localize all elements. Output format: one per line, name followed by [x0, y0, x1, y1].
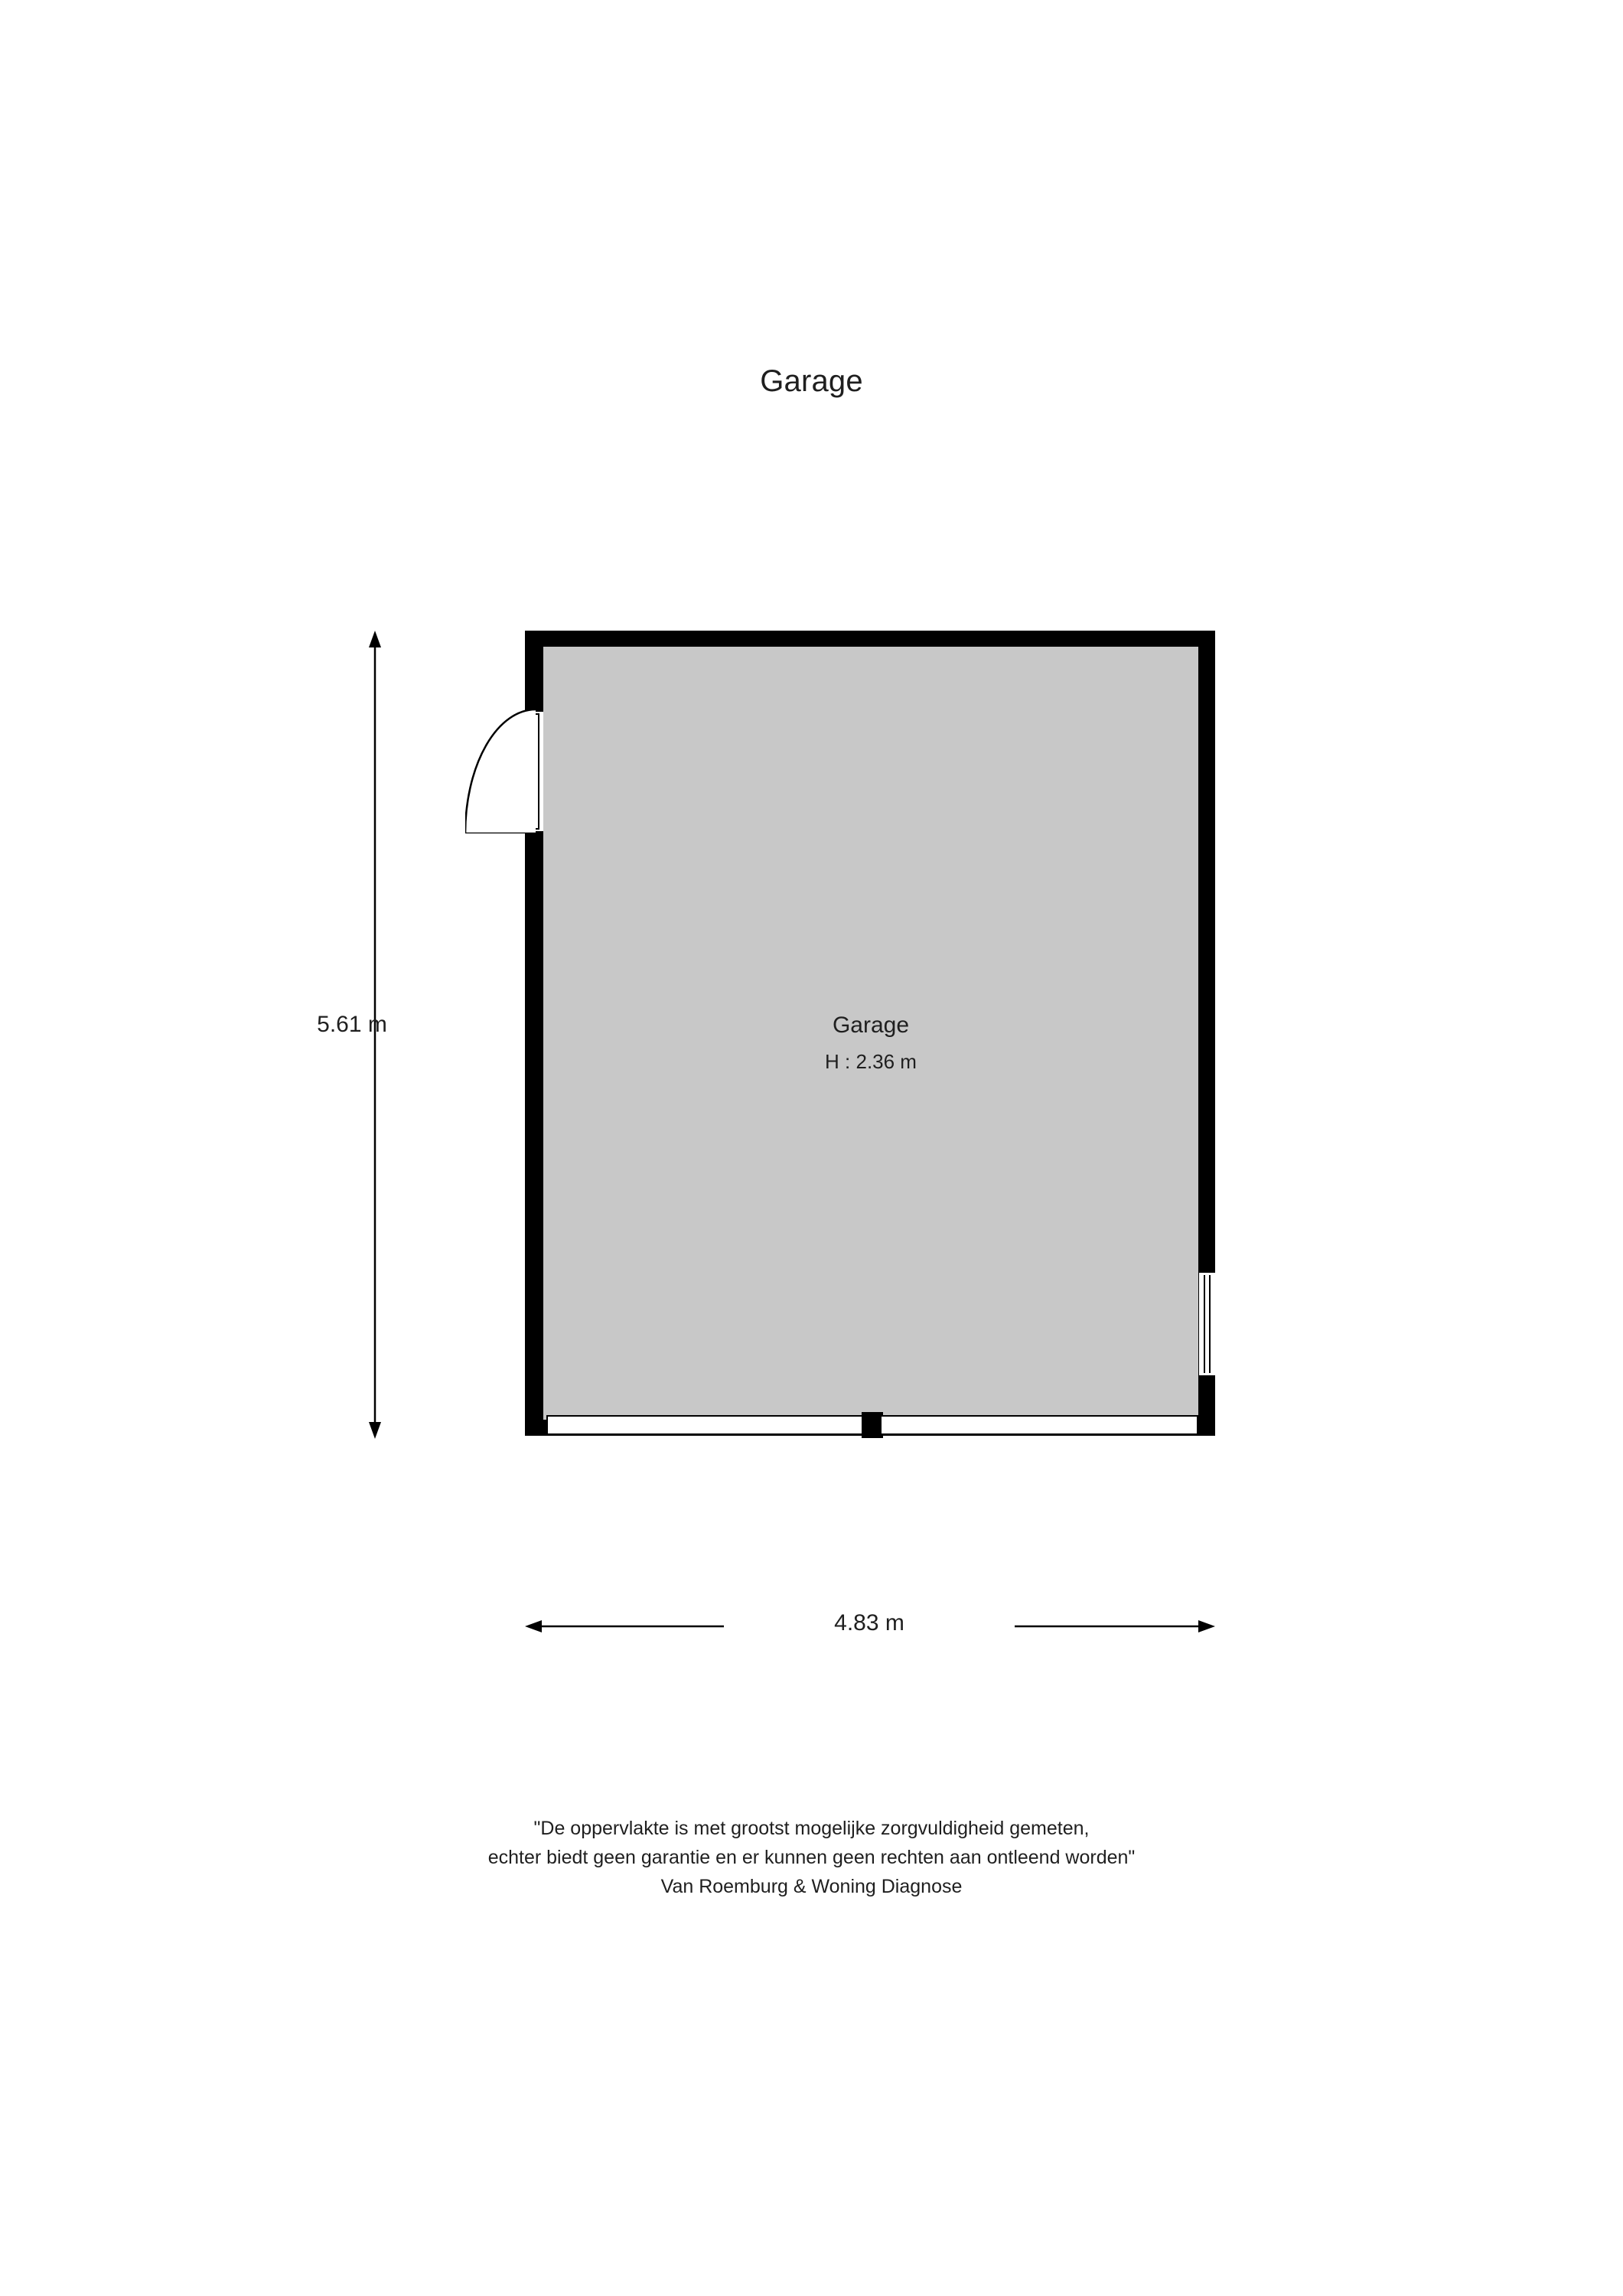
page-title: Garage — [760, 364, 863, 398]
disclaimer-line-2: echter biedt geen garantie en er kunnen geen rechten aan ontleend worden" — [487, 1847, 1136, 1868]
disclaimer-footer — [0, 1814, 1623, 1901]
room-height-label: H : 2.36 m — [825, 1050, 917, 1073]
window-right-pane — [1204, 1275, 1211, 1373]
room-name-label: Garage — [832, 1013, 910, 1038]
dimension-vertical-label: 5.61 m — [317, 1012, 387, 1037]
garage-door-leaf-left — [546, 1415, 865, 1435]
garage-door-leaf-right — [880, 1415, 1198, 1435]
door-swing-arc-icon — [465, 709, 536, 833]
disclaimer-line-1: "De oppervlakte is met grootst mogelijke zorgvuldigheid gemeten, — [533, 1818, 1090, 1839]
room-label-group — [543, 1010, 1198, 1076]
dimension-horizontal-label: 4.83 m — [724, 1610, 1015, 1636]
company-name: Van Roemburg & Woning Diagnose — [660, 1876, 963, 1897]
